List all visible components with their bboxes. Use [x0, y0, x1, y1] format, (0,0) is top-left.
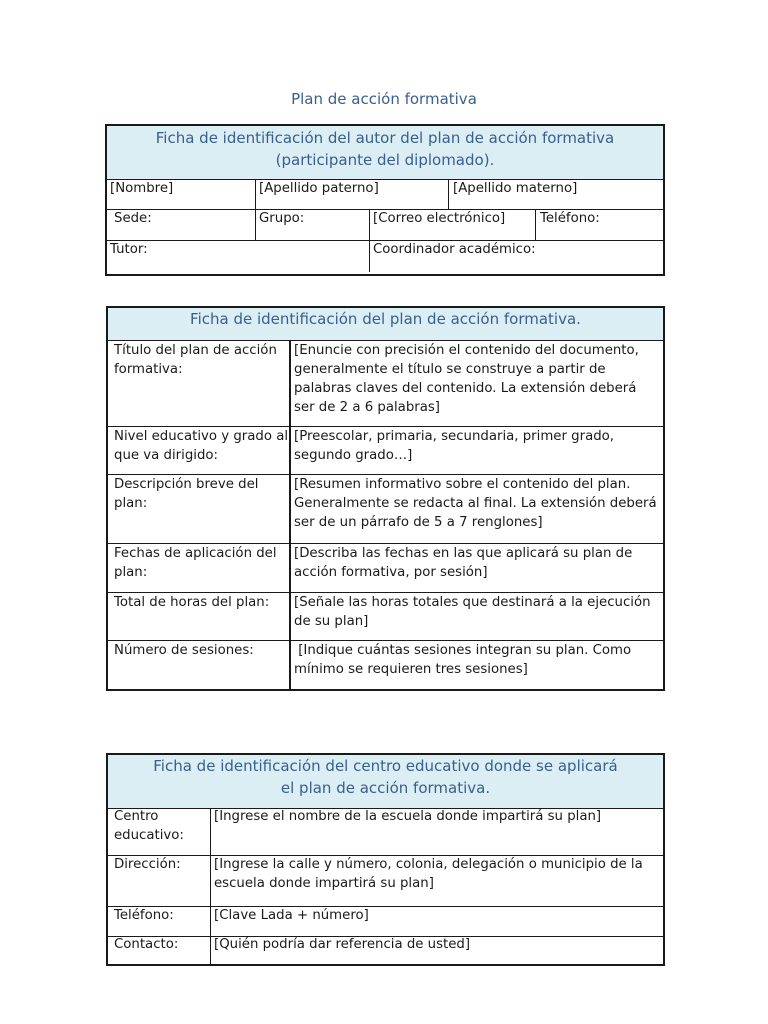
plan-row-titulo-value[interactable]: [Enuncie con precisión el contenido del documento, generalmente el título se construye a partir de palabras claves del contenido. La extensión deberá ser de 2 a 6 palabras]	[294, 343, 639, 415]
school-row-contacto-value[interactable]: [Quién podría dar referencia de usted]	[214, 937, 471, 952]
sede-field[interactable]: Sede:	[114, 211, 152, 226]
school-row-direccion-value[interactable]: [Ingrese la calle y número, colonia, delegación o municipio de la escuela donde impartirá su plan]	[214, 857, 643, 891]
apellido-paterno-field[interactable]: [Apellido paterno]	[259, 181, 379, 196]
coordinador-field[interactable]: Coordinador académico:	[373, 242, 536, 257]
nombre-field[interactable]: [Nombre]	[110, 181, 174, 196]
school-table-header-line2: el plan de acción formativa.	[280, 779, 491, 797]
correo-field[interactable]: [Correo electrónico]	[373, 211, 506, 226]
school-table-header	[108, 755, 663, 809]
plan-row-nivel-value[interactable]: [Preescolar, primaria, secundaria, primer grado, segundo grado…]	[294, 429, 615, 463]
plan-table-header: Ficha de identificación del plan de acción formativa.	[108, 308, 663, 341]
apellido-materno-field[interactable]: [Apellido materno]	[453, 181, 578, 196]
plan-row-descripcion-value[interactable]: [Resumen informativo sobre el contenido del plan. Generalmente se redacta al final. La extensión deberá ser de un párrafo de 5 a 7 renglones]	[294, 477, 657, 530]
school-row-centro-label: Centro educativo:	[114, 809, 184, 843]
grupo-field[interactable]: Grupo:	[259, 211, 305, 226]
school-table-header-line1: Ficha de identificación del centro educativo donde se aplicará	[153, 757, 618, 775]
plan-row-horas-value[interactable]: [Señale las horas totales que destinará a la ejecución de su plan]	[294, 595, 651, 629]
author-table-header	[107, 126, 663, 180]
plan-row-fechas-value[interactable]: [Describa las fechas en las que aplicará su plan de acción formativa, por sesión]	[294, 546, 633, 580]
plan-row-horas-label: Total de horas del plan:	[114, 595, 270, 610]
plan-row-sesiones-value[interactable]: [Indique cuántas sesiones integran su plan. Como mínimo se requieren tres sesiones]	[294, 643, 636, 677]
plan-row-sesiones-label: Número de sesiones:	[114, 643, 254, 658]
plan-row-nivel-label: Nivel educativo y grado al que va dirigido:	[114, 429, 289, 463]
school-row-telefono-value[interactable]: [Clave Lada + número]	[214, 908, 369, 923]
school-row-centro-value[interactable]: [Ingrese el nombre de la escuela donde impartirá su plan]	[214, 809, 602, 824]
document-title: Plan de acción formativa	[291, 90, 477, 108]
author-table	[105, 124, 665, 276]
telefono-field[interactable]: Teléfono:	[540, 211, 600, 226]
plan-row-descripcion-label: Descripción breve del plan:	[114, 477, 259, 511]
school-row-direccion-label: Dirección:	[114, 857, 181, 872]
tutor-field[interactable]: Tutor:	[110, 242, 148, 257]
plan-row-titulo-label: Título del plan de acción formativa:	[114, 343, 277, 377]
plan-row-fechas-label: Fechas de aplicación del plan:	[114, 546, 277, 580]
school-row-telefono-label: Teléfono:	[114, 908, 174, 923]
school-row-contacto-label: Contacto:	[114, 937, 179, 952]
plan-table	[106, 306, 665, 691]
author-table-header-line2: (participante del diplomado).	[275, 151, 495, 169]
author-table-header-line1: Ficha de identificación del autor del plan de acción formativa	[155, 129, 615, 147]
school-table	[106, 753, 665, 966]
